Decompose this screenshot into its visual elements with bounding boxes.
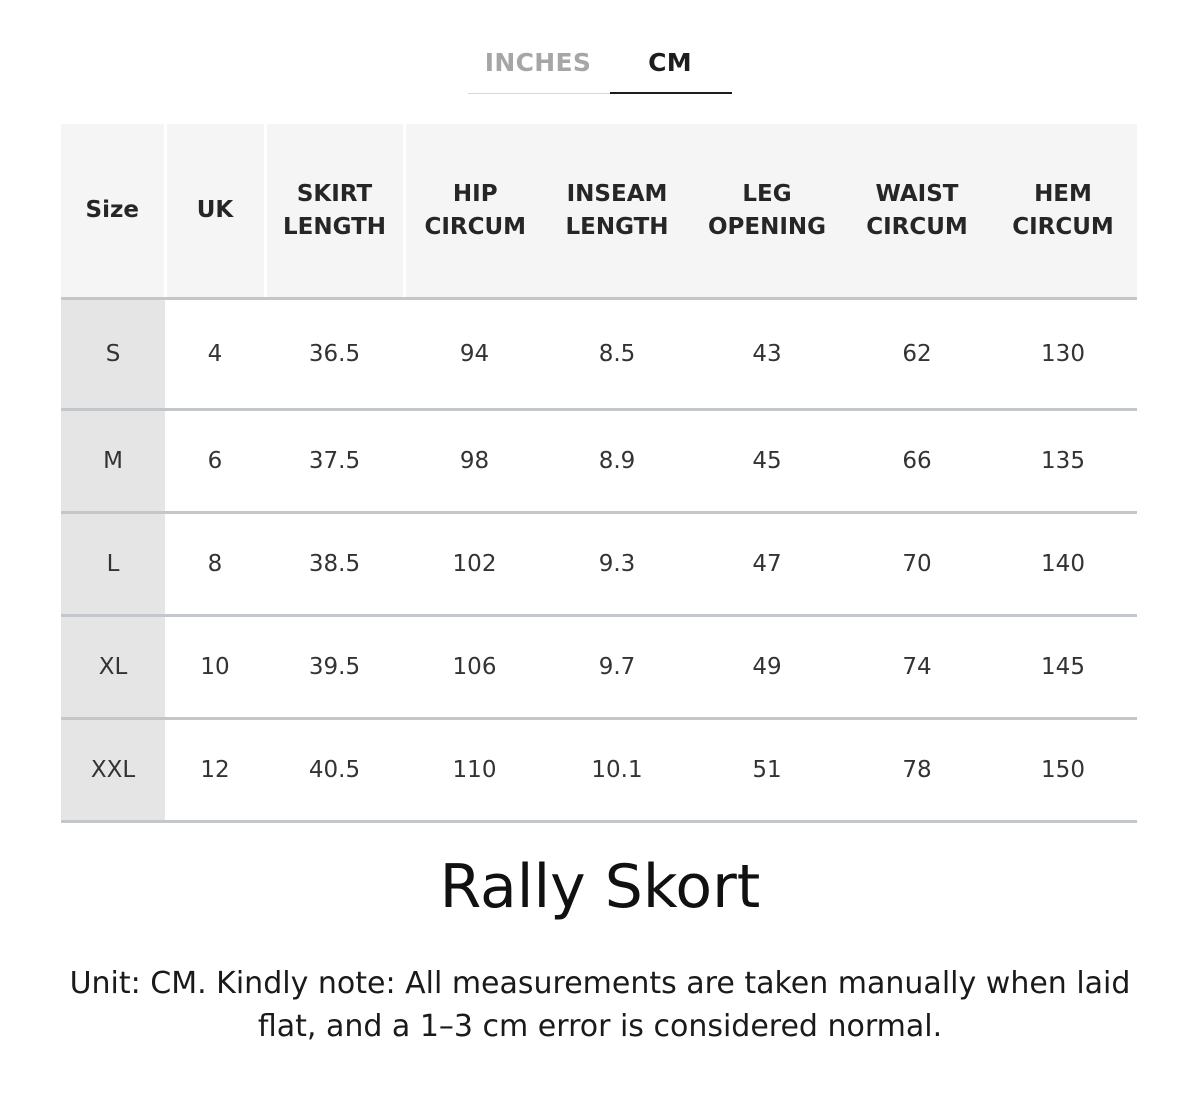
table-body bbox=[61, 299, 1137, 822]
header-line: HIP bbox=[452, 180, 498, 207]
leg-opening-cell: 51 bbox=[689, 719, 845, 822]
skirt-length-cell: 39.5 bbox=[265, 616, 404, 719]
uk-cell: 8 bbox=[165, 513, 265, 616]
hem-circum-cell: 145 bbox=[989, 616, 1137, 719]
header-line: LENGTH bbox=[565, 213, 669, 240]
hem-circum-cell: 140 bbox=[989, 513, 1137, 616]
waist-circum-cell: 62 bbox=[845, 299, 989, 410]
leg-opening-cell: 45 bbox=[689, 410, 845, 513]
header-leg-opening bbox=[689, 124, 845, 299]
uk-cell: 10 bbox=[165, 616, 265, 719]
skirt-length-cell: 37.5 bbox=[265, 410, 404, 513]
leg-opening-cell: 49 bbox=[689, 616, 845, 719]
inseam-length-cell: 8.9 bbox=[545, 410, 689, 513]
unit-tabs bbox=[468, 38, 732, 96]
product-title: Rally Skort bbox=[439, 852, 761, 922]
size-chart-table bbox=[61, 124, 1137, 823]
tab-cm[interactable]: CM bbox=[608, 38, 732, 94]
skirt-length-cell: 40.5 bbox=[265, 719, 404, 822]
header-waist-circum bbox=[845, 124, 989, 299]
hem-circum-cell: 150 bbox=[989, 719, 1137, 822]
uk-cell: 6 bbox=[165, 410, 265, 513]
header-size-label: Size bbox=[85, 197, 139, 223]
header-line: SKIRT bbox=[296, 180, 373, 207]
header-line: LEG bbox=[742, 180, 792, 207]
table-row bbox=[61, 616, 1137, 719]
header-hem-circum bbox=[989, 124, 1137, 299]
header-line: WAIST bbox=[875, 180, 959, 207]
size-cell: XXL bbox=[61, 719, 165, 822]
header-line: CIRCUM bbox=[424, 213, 527, 240]
hem-circum-cell: 130 bbox=[989, 299, 1137, 410]
waist-circum-cell: 70 bbox=[845, 513, 989, 616]
hip-circum-cell: 110 bbox=[404, 719, 545, 822]
table-row bbox=[61, 410, 1137, 513]
header-line: CIRCUM bbox=[1012, 213, 1114, 240]
waist-circum-cell: 78 bbox=[845, 719, 989, 822]
inseam-length-cell: 9.3 bbox=[545, 513, 689, 616]
waist-circum-cell: 74 bbox=[845, 616, 989, 719]
tab-inches[interactable]: INCHES bbox=[484, 48, 592, 77]
header-uk-label: UK bbox=[196, 197, 234, 223]
header-line: INSEAM bbox=[566, 180, 668, 207]
size-cell: S bbox=[61, 299, 165, 410]
header-inseam-length bbox=[545, 124, 689, 299]
inseam-length-cell: 10.1 bbox=[545, 719, 689, 822]
hip-circum-cell: 102 bbox=[404, 513, 545, 616]
header-line: OPENING bbox=[707, 213, 827, 240]
table-row bbox=[61, 299, 1137, 410]
uk-cell: 4 bbox=[165, 299, 265, 410]
hip-circum-cell: 94 bbox=[404, 299, 545, 410]
hip-circum-cell: 106 bbox=[404, 616, 545, 719]
skirt-length-cell: 36.5 bbox=[265, 299, 404, 410]
skirt-length-cell: 38.5 bbox=[265, 513, 404, 616]
hem-circum-cell: 135 bbox=[989, 410, 1137, 513]
header-row bbox=[61, 124, 1137, 299]
size-cell: XL bbox=[61, 616, 165, 719]
header-size bbox=[61, 124, 165, 299]
table-header bbox=[61, 124, 1137, 299]
header-skirt-length bbox=[265, 124, 404, 299]
table-row bbox=[61, 719, 1137, 822]
header-line: CIRCUM bbox=[866, 213, 968, 240]
header-uk bbox=[165, 124, 265, 299]
inseam-length-cell: 8.5 bbox=[545, 299, 689, 410]
waist-circum-cell: 66 bbox=[845, 410, 989, 513]
inseam-length-cell: 9.7 bbox=[545, 616, 689, 719]
uk-cell: 12 bbox=[165, 719, 265, 822]
table-row bbox=[61, 513, 1137, 616]
header-line: LENGTH bbox=[282, 213, 387, 240]
measurement-note: Unit: CM. Kindly note: All measurements are taken manually when laid flat, and a 1–3 cm error is considered normal. bbox=[69, 966, 1131, 1044]
header-line: HEM bbox=[1034, 180, 1092, 207]
leg-opening-cell: 43 bbox=[689, 299, 845, 410]
header-hip-circum bbox=[404, 124, 545, 299]
size-cell: L bbox=[61, 513, 165, 616]
size-cell: M bbox=[61, 410, 165, 513]
hip-circum-cell: 98 bbox=[404, 410, 545, 513]
leg-opening-cell: 47 bbox=[689, 513, 845, 616]
